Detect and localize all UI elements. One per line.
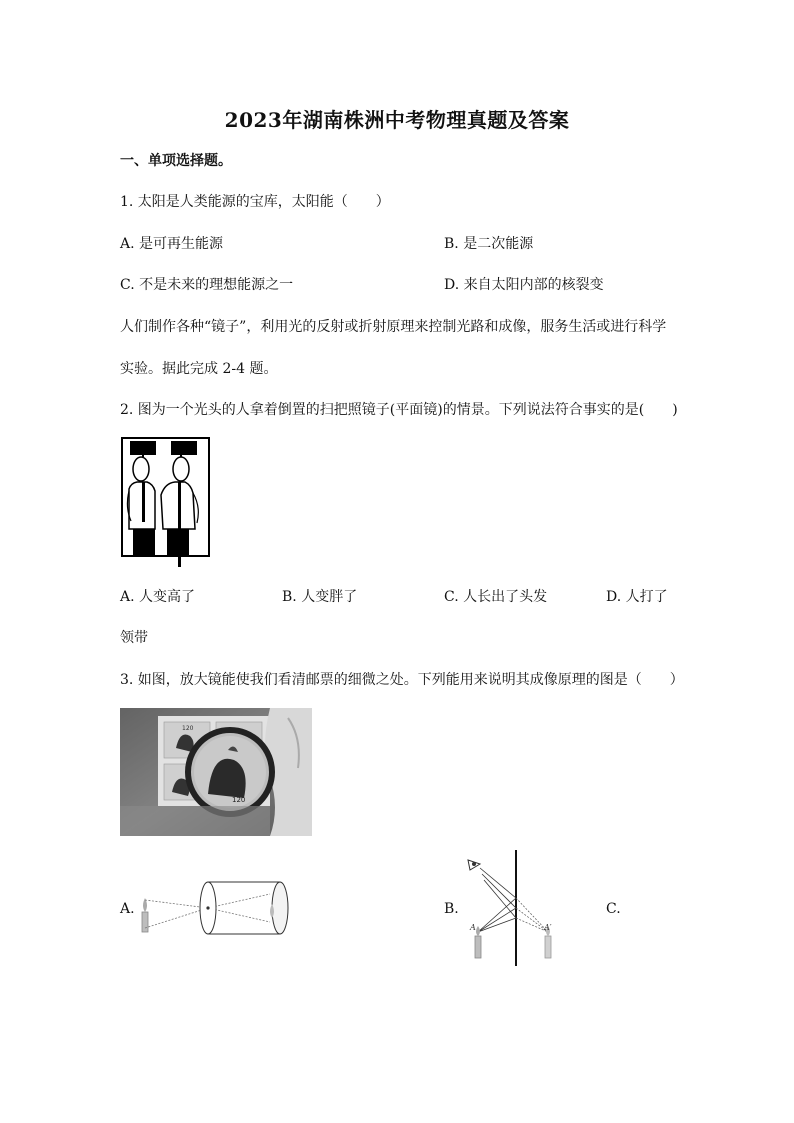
page-title: 2023年湖南株洲中考物理真题及答案 [224, 108, 570, 132]
label-a: A [470, 923, 476, 932]
pinhole [206, 906, 209, 909]
candle-image-icon [545, 936, 551, 958]
pinhole-camera-diagram [138, 876, 292, 936]
q3-option-c: C. [606, 901, 621, 917]
q2-option-b: B. 人变胖了 [282, 589, 358, 605]
q2-option-d-wrap: 领带 [120, 630, 148, 646]
broom-stick-left [142, 482, 145, 522]
q2-option-d: D. 人打了 [606, 589, 668, 605]
person-head-right [173, 457, 189, 481]
q2-option-c: C. 人长出了头发 [444, 589, 548, 605]
section-heading: 一、单项选择题。 [120, 153, 232, 169]
q3-option-b: B. [444, 901, 459, 917]
q1-stem: 1. 太阳是人类能源的宝库，太阳能（ ） [120, 194, 390, 210]
intro-paragraph-line2: 实验。据此完成 2-4 题。 [120, 361, 278, 377]
q2-stem: 2. 图为一个光头的人拿着倒置的扫把照镜子(平面镜)的情景。下列说法符合事实的是( ) [120, 402, 678, 418]
stamp-value-magnified: 120 [232, 796, 246, 804]
magnifier-photo [120, 708, 312, 836]
broom-head-right [171, 441, 197, 455]
label-a-prime: A′ [544, 923, 552, 932]
q3-option-a: A. [120, 901, 135, 917]
broom-head-left [130, 441, 156, 455]
intro-paragraph-line1: 人们制作各种“镜子”，利用光的反射或折射原理来控制光路和成像，服务生活或进行科学 [120, 319, 667, 335]
candle-icon [475, 936, 481, 958]
person-pants-left [133, 529, 155, 555]
q1-option-c: C. 不是未来的理想能源之一 [120, 277, 294, 293]
q2-option-a: A. 人变高了 [120, 589, 196, 605]
q1-option-d: D. 来自太阳内部的核裂变 [444, 277, 604, 293]
plane-mirror-diagram [462, 848, 562, 968]
person-pants-right [167, 529, 189, 555]
q3-stem: 3. 如图，放大镜能使我们看清邮票的细微之处。下列能用来说明其成像原理的图是（ ） [120, 672, 684, 688]
stamp-value: 120 [182, 725, 194, 732]
q1-option-a: A. 是可再生能源 [120, 236, 224, 252]
camera-screen [272, 882, 288, 934]
flame-icon [476, 926, 480, 936]
person-head-left [133, 457, 149, 481]
q1-option-b: B. 是二次能源 [444, 236, 534, 252]
mirror-figure [121, 437, 211, 567]
candle-icon [142, 912, 148, 932]
